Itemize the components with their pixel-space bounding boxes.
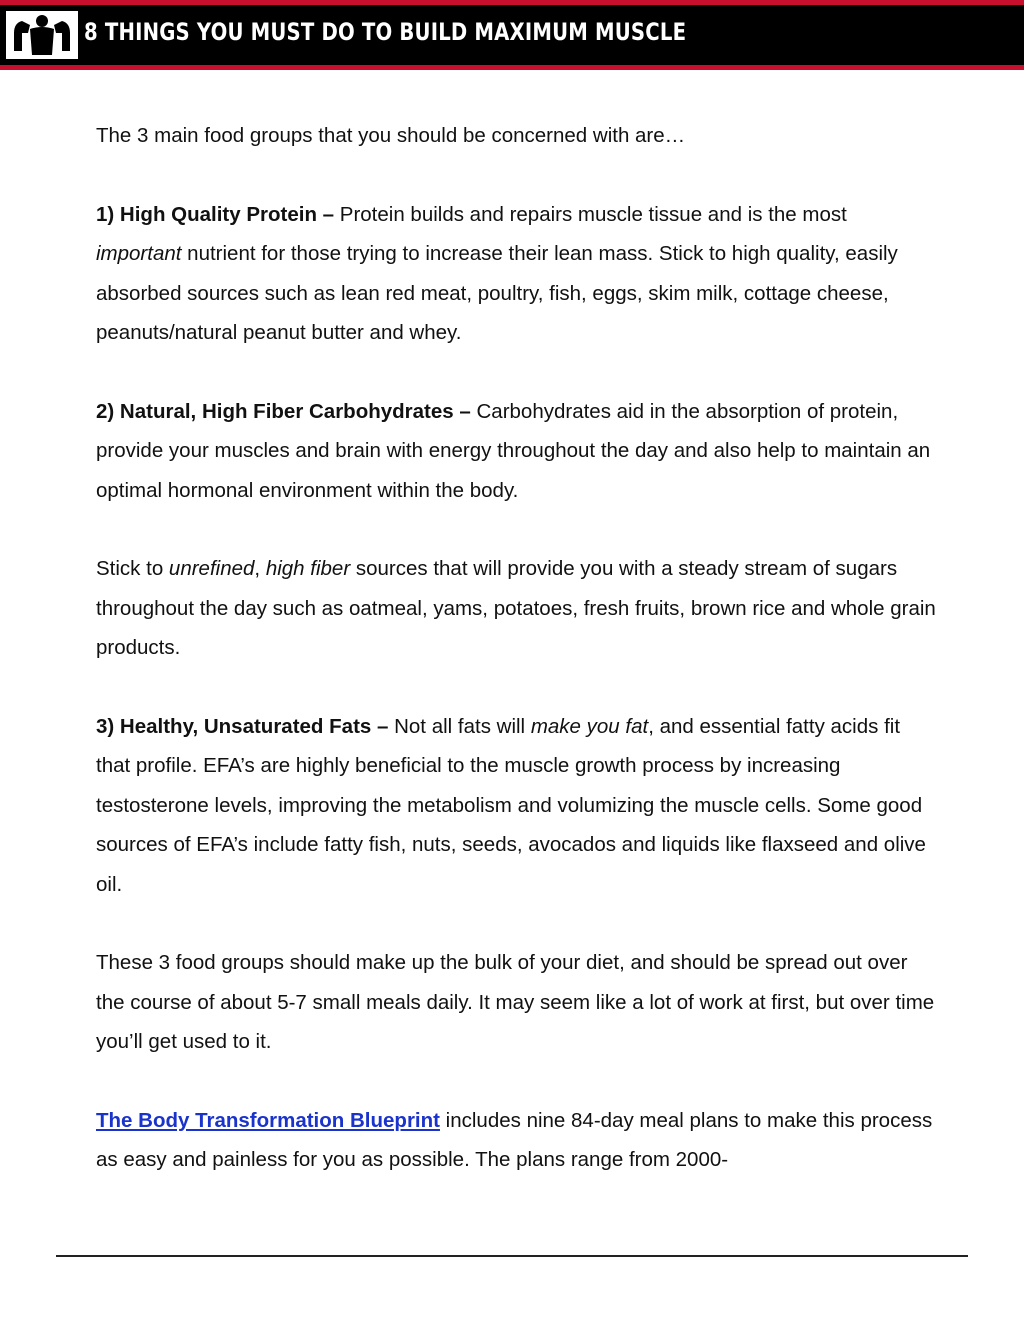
protein-paragraph xyxy=(96,195,936,353)
carbs-heading: 2) Natural, High Fiber Carbohydrates – xyxy=(96,399,477,423)
fats-emphasis: make you fat xyxy=(530,715,649,739)
header-bottom-stripe xyxy=(0,65,1024,70)
stick-emphasis-high-fiber: high fiber xyxy=(265,557,351,581)
carbs-text: Carbohydrates aid in the absorption of protein, provide your muscles and brain with energy throughout the day and also help to maintain an optimal hormonal environment within the body. xyxy=(96,399,931,502)
blueprint-link[interactable]: The Body Transformation Blueprint xyxy=(96,1109,440,1133)
fats-paragraph xyxy=(96,707,936,904)
protein-text-b: nutrient for those trying to increase their lean mass. Stick to high quality, easily absorbed sources such as lean red meat, poultry, fish, eggs, skim milk, cottage cheese, peanuts/natural peanut butter and whey. xyxy=(96,242,898,345)
fats-heading: 3) Healthy, Unsaturated Fats – xyxy=(96,715,395,739)
stick-separator: , xyxy=(254,557,266,581)
footer-divider xyxy=(56,1255,968,1257)
blueprint-text: includes nine 84-day meal plans to make this process as easy and painless for you as possible. The plans range from 2000- xyxy=(96,1109,933,1172)
page-header xyxy=(0,0,1024,72)
fats-text-b: , and essential fatty acids fit that profile. EFA’s are highly beneficial to the muscle growth process by increasing testosterone levels, improving the metabolism and volumizing the muscle cells. Some good sources of EFA’s include fatty fish, nuts, seeds, avocados and liquids like flaxseed and olive oil. xyxy=(96,715,926,896)
article-body xyxy=(96,116,936,1219)
fats-text-a: Not all fats will xyxy=(394,715,531,739)
intro-paragraph: The 3 main food groups that you should be concerned with are… xyxy=(96,124,686,147)
stick-text-b: sources that will provide you with a steady stream of sugars throughout the day such as oatmeal, yams, potatoes, fresh fruits, brown rice and whole grain products. xyxy=(96,557,936,660)
protein-emphasis: important xyxy=(96,242,182,266)
blueprint-paragraph xyxy=(96,1101,936,1180)
carbs-paragraph xyxy=(96,392,936,510)
protein-heading: 1) High Quality Protein – xyxy=(96,202,340,226)
stick-emphasis-unrefined: unrefined xyxy=(168,557,255,581)
stick-text-a: Stick to xyxy=(96,557,169,581)
stick-paragraph xyxy=(96,549,936,667)
protein-text-a: Protein builds and repairs muscle tissue and is the most xyxy=(339,202,847,226)
header-title: 8 THINGS YOU MUST DO TO BUILD MAXIMUM MUSCLE xyxy=(84,18,687,46)
flexing-bodybuilder-icon xyxy=(6,11,78,59)
summary-paragraph: These 3 food groups should make up the bulk of your diet, and should be spread out over the course of about 5-7 small meals daily. It may seem like a lot of work at first, but over time you’ll get used to it. xyxy=(96,951,935,1054)
